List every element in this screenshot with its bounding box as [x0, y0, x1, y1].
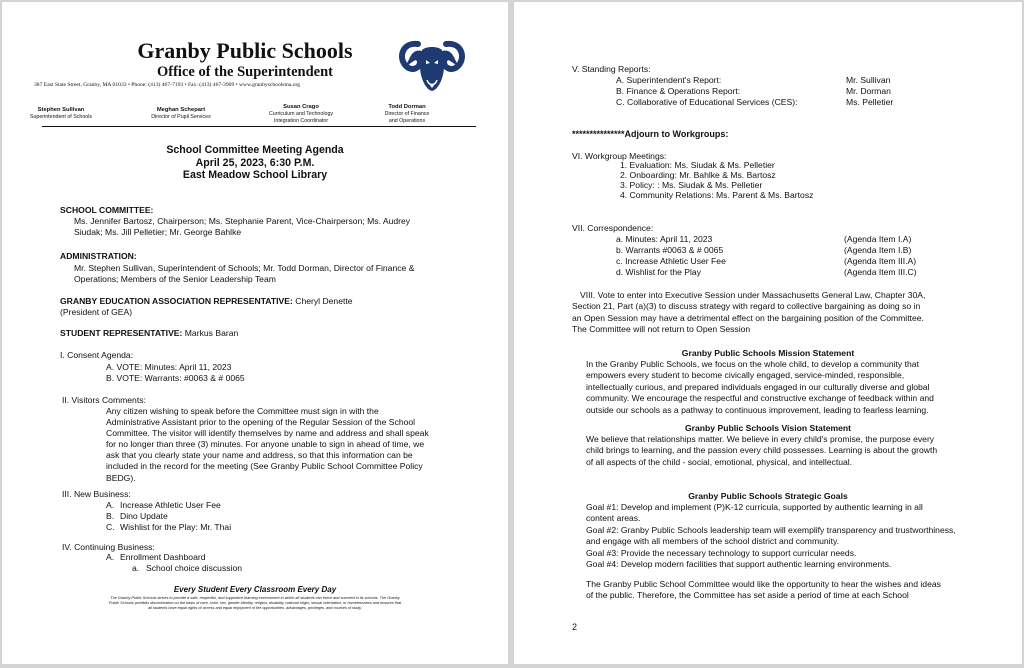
- school-address: 387 East State Street, Granby, MA 01033 • Phone: (413) 467-7193 • Fax: (413) 467-3909 • www.granbyschoolsma.org: [34, 82, 301, 88]
- school-name-title: Granby Public Schools: [137, 38, 353, 63]
- staff-dorman: [352, 103, 462, 124]
- item-text: Enrollment Dashboard: [120, 552, 206, 562]
- continuing-item-a: [106, 552, 206, 564]
- student-heading: STUDENT REPRESENTATIVE:: [60, 328, 183, 338]
- staff-name: Stephen Sullivan: [37, 107, 85, 113]
- correspondence-label: b. Warrants #0063 & # 0065: [616, 245, 724, 255]
- correspondence-ref: (Agenda Item III.A): [844, 256, 917, 266]
- visitors-line: BEDG).: [106, 472, 136, 483]
- visitors-line: ask that you clearly state your name and address, so that this information can be: [106, 450, 413, 461]
- item-letter: a.: [132, 563, 140, 573]
- item-text: Dino Update: [120, 511, 168, 521]
- staff-name: Meghan Schepart: [156, 107, 206, 113]
- mission-text: [586, 359, 934, 416]
- visitors-text: [106, 406, 429, 484]
- new-business-heading: III. New Business:: [62, 489, 131, 499]
- new-business-item-c: [106, 522, 232, 534]
- goal-line: Goal #4: Develop modern facilities that support authentic learning environments.: [586, 559, 892, 570]
- ram-head-logo: [396, 36, 468, 94]
- gea-heading: GRANBY EDUCATION ASSOCIATION REPRESENTATIVE:: [60, 296, 293, 306]
- visitors-line: Any citizen wishing to speak before the Committee must sign in with the: [106, 406, 379, 416]
- correspondence-row: [514, 267, 1022, 279]
- vision-line: of all aspects of the child - social, emotional, physical, and intellectual.: [586, 456, 853, 467]
- consent-item: B. VOTE: Warrants: #0063 & # 0065: [106, 373, 245, 383]
- staff-role: Curriculum and Technology: [268, 111, 334, 117]
- goal-line: and engage with all members of the school district and community.: [586, 536, 840, 547]
- student-name: Markus Baran: [182, 328, 239, 338]
- agenda-page-1: [2, 2, 508, 664]
- staff-role: and Operations: [388, 117, 426, 124]
- goal-line: Goal #1: Develop and implement (P)K-12 curricula, supported by authentic learning in all: [586, 502, 923, 512]
- mission-line: community. We encourage the respectful and constructive exchange of feedback within and: [586, 393, 934, 404]
- item-letter: A.: [106, 500, 115, 510]
- item-text: Wishlist for the Play: Mr. Thai: [120, 522, 232, 532]
- item-text: School choice discussion: [146, 563, 243, 573]
- closing-line: The Granby Public School Committee would like the opportunity to hear the wishes and ideas: [586, 579, 941, 589]
- visitors-line: included in the record for the meeting (See Granby Public School Committee Policy: [106, 461, 423, 472]
- correspondence-label: d. Wishlist for the Play: [616, 267, 702, 277]
- gea-note: (President of GEA): [60, 307, 133, 317]
- executive-line: an Open Session may have a detrimental effect on the bargaining position of the Committee.: [572, 312, 924, 323]
- correspondence-heading: VII. Correspondence:: [572, 223, 654, 233]
- gea-name: Cheryl Denette: [292, 296, 353, 306]
- staff-schepart: [126, 106, 236, 121]
- vision-heading: Granby Public Schools Vision Statement: [684, 423, 852, 433]
- staff-crago: [246, 103, 356, 124]
- workgroup-item: 3. Policy: : Ms. Siudak & Ms. Pelletier: [620, 180, 763, 190]
- committee-line: Siudak; Ms. Jill Pelletier; Mr. George Bahlke: [74, 227, 242, 237]
- page-number: 2: [572, 622, 578, 632]
- executive-session: [572, 290, 925, 335]
- standing-reports-heading: V. Standing Reports:: [572, 64, 651, 74]
- executive-line: The Committee will not return to Open Session: [572, 323, 751, 334]
- footer-line: The Granby Public Schools strives to provide a safe, respectful, and supportive learning environment in which all students can thrive and succeed in its schools. The Granby: [110, 596, 400, 600]
- mission-line: intellectually curious, and prepared individuals engaged in our culturally diverse and global: [586, 381, 930, 392]
- adjourn-to-workgroups: ***************Adjourn to Workgroups:: [572, 129, 729, 139]
- report-presenter: Mr. Dorman: [846, 86, 891, 96]
- committee-line: Ms. Jennifer Bartosz, Chairperson; Ms. Stephanie Parent, Vice-Chairperson; Ms. Audrey: [74, 216, 411, 226]
- agenda-title: [2, 144, 508, 182]
- mission-line: empowers every student to become civically engaged, service-minded, responsible,: [586, 370, 905, 381]
- goal-line: Goal #2: Granby Public Schools leadership team will exemplify transparency and trustworthiness,: [586, 524, 956, 535]
- workgroup-item: 2. Onboarding: Mr. Bahlke & Ms. Bartosz: [620, 170, 776, 180]
- staff-name: Susan Crago: [283, 104, 319, 110]
- mission-line: outside our schools as a pathway to continuous improvement, leading to fearless learning.: [586, 404, 929, 415]
- item-letter: B.: [106, 511, 115, 521]
- correspondence-ref: (Agenda Item I.A): [844, 234, 912, 244]
- mission-line: In the Granby Public Schools, we focus on the whole child, to develop a community that: [586, 359, 919, 369]
- closing-line: of the public. Therefore, the Committee has set aside a period of time at each School: [586, 590, 909, 601]
- office-subtitle: Office of the Superintendent: [157, 64, 333, 80]
- continuing-business-heading: IV. Continuing Business:: [62, 542, 155, 552]
- visitors-line: Committee. The visitor will identify themselves by name and address and shall speak: [106, 428, 429, 439]
- correspondence-label: c. Increase Athletic User Fee: [616, 256, 726, 266]
- correspondence-label: a. Minutes: April 11, 2023: [616, 234, 713, 244]
- footer-line: Public Schools prohibits discrimination on the basis of race, color, sex, gender identity, religion, disability, national origin, sexual orientation, or homelessness and ensures that: [108, 601, 402, 605]
- agenda-page-2: [514, 2, 1022, 664]
- standing-report-row: [514, 97, 1022, 109]
- correspondence-ref: (Agenda Item I.B): [844, 245, 912, 255]
- report-presenter: Mr. Sullivan: [846, 75, 891, 85]
- staff-sullivan: [6, 106, 116, 121]
- visitors-line: for no longer than three (3) minutes. For anyone unable to sign in ahead of time, we: [106, 439, 425, 450]
- administration-line: Operations; Members of the Senior Leadership Team: [74, 274, 276, 284]
- correspondence-ref: (Agenda Item III.C): [844, 267, 917, 277]
- student-representative: [60, 328, 238, 340]
- workgroup-heading: VI. Workgroup Meetings:: [572, 151, 667, 161]
- item-letter: A.: [106, 552, 115, 562]
- item-letter: C.: [106, 522, 115, 532]
- closing-text: [586, 579, 941, 602]
- footer-line: all students have equal rights of access and equal enjoyment of the opportunities, advantages, privileges, and courses of study.: [148, 606, 362, 610]
- agenda-location-line: East Meadow School Library: [182, 169, 328, 181]
- mission-heading: Granby Public Schools Mission Statement: [681, 348, 855, 358]
- vision-line: We believe that relationships matter. We believe in every child's promise, the purpose every: [586, 434, 935, 444]
- workgroup-item: 4. Community Relations: Ms. Parent & Ms. Bartosz: [620, 190, 814, 200]
- workgroup-list: [620, 160, 813, 200]
- staff-role: Director of Finance: [384, 111, 430, 117]
- visitors-line: Administrative Assistant prior to the opening of the Regular Session of the School: [106, 417, 416, 428]
- executive-line: Section 21, Part (a)(3) to discuss strategy with regard to collective bargaining as doing so in: [572, 301, 921, 312]
- continuing-sub-item: [132, 563, 243, 575]
- visitors-heading: II. Visitors Comments:: [62, 395, 146, 405]
- workgroup-item: 1. Evaluation: Ms. Siudak & Ms. Pelletier: [620, 160, 775, 170]
- goals-heading: Granby Public Schools Strategic Goals: [688, 491, 848, 501]
- agenda-date-line: April 25, 2023, 6:30 P.M.: [195, 156, 315, 169]
- staff-role: Director of Pupil Services: [151, 114, 211, 120]
- agenda-title-line: School Committee Meeting Agenda: [166, 144, 344, 156]
- executive-line: VIII. Vote to enter into Executive Session under Massachusetts General Law, Chapter 30A,: [580, 290, 926, 300]
- report-presenter: Ms. Pelletier: [846, 97, 894, 107]
- goals-text: [586, 502, 956, 570]
- consent-heading: I. Consent Agenda:: [60, 350, 134, 360]
- report-label: A. Superintendent's Report:: [616, 75, 722, 85]
- header-divider: [42, 126, 476, 127]
- vision-text: [586, 434, 937, 468]
- staff-role: Superintendent of Schools: [29, 114, 93, 120]
- staff-role: Integration Coordinator: [273, 117, 329, 124]
- footer-disclaimer: [2, 596, 508, 611]
- vision-line: child brings to learning, and the passion every child possesses. Learning is about the growth: [586, 445, 938, 456]
- goal-line: content areas.: [586, 513, 641, 524]
- goal-line: Goal #3: Provide the necessary technology to support curricular needs.: [586, 547, 857, 558]
- administration-heading: ADMINISTRATION:: [60, 251, 137, 261]
- item-text: Increase Athletic User Fee: [120, 500, 221, 510]
- committee-heading: SCHOOL COMMITTEE:: [60, 205, 154, 215]
- report-label: B. Finance & Operations Report:: [616, 86, 741, 96]
- consent-item: A. VOTE: Minutes: April 11, 2023: [106, 362, 232, 372]
- staff-name: Todd Dorman: [388, 104, 426, 110]
- report-label: C. Collaborative of Educational Services (CES):: [616, 97, 798, 107]
- footer-motto: Every Student Every Classroom Every Day: [173, 585, 337, 594]
- administration-line: Mr. Stephen Sullivan, Superintendent of Schools; Mr. Todd Dorman, Director of Finance &: [74, 263, 415, 273]
